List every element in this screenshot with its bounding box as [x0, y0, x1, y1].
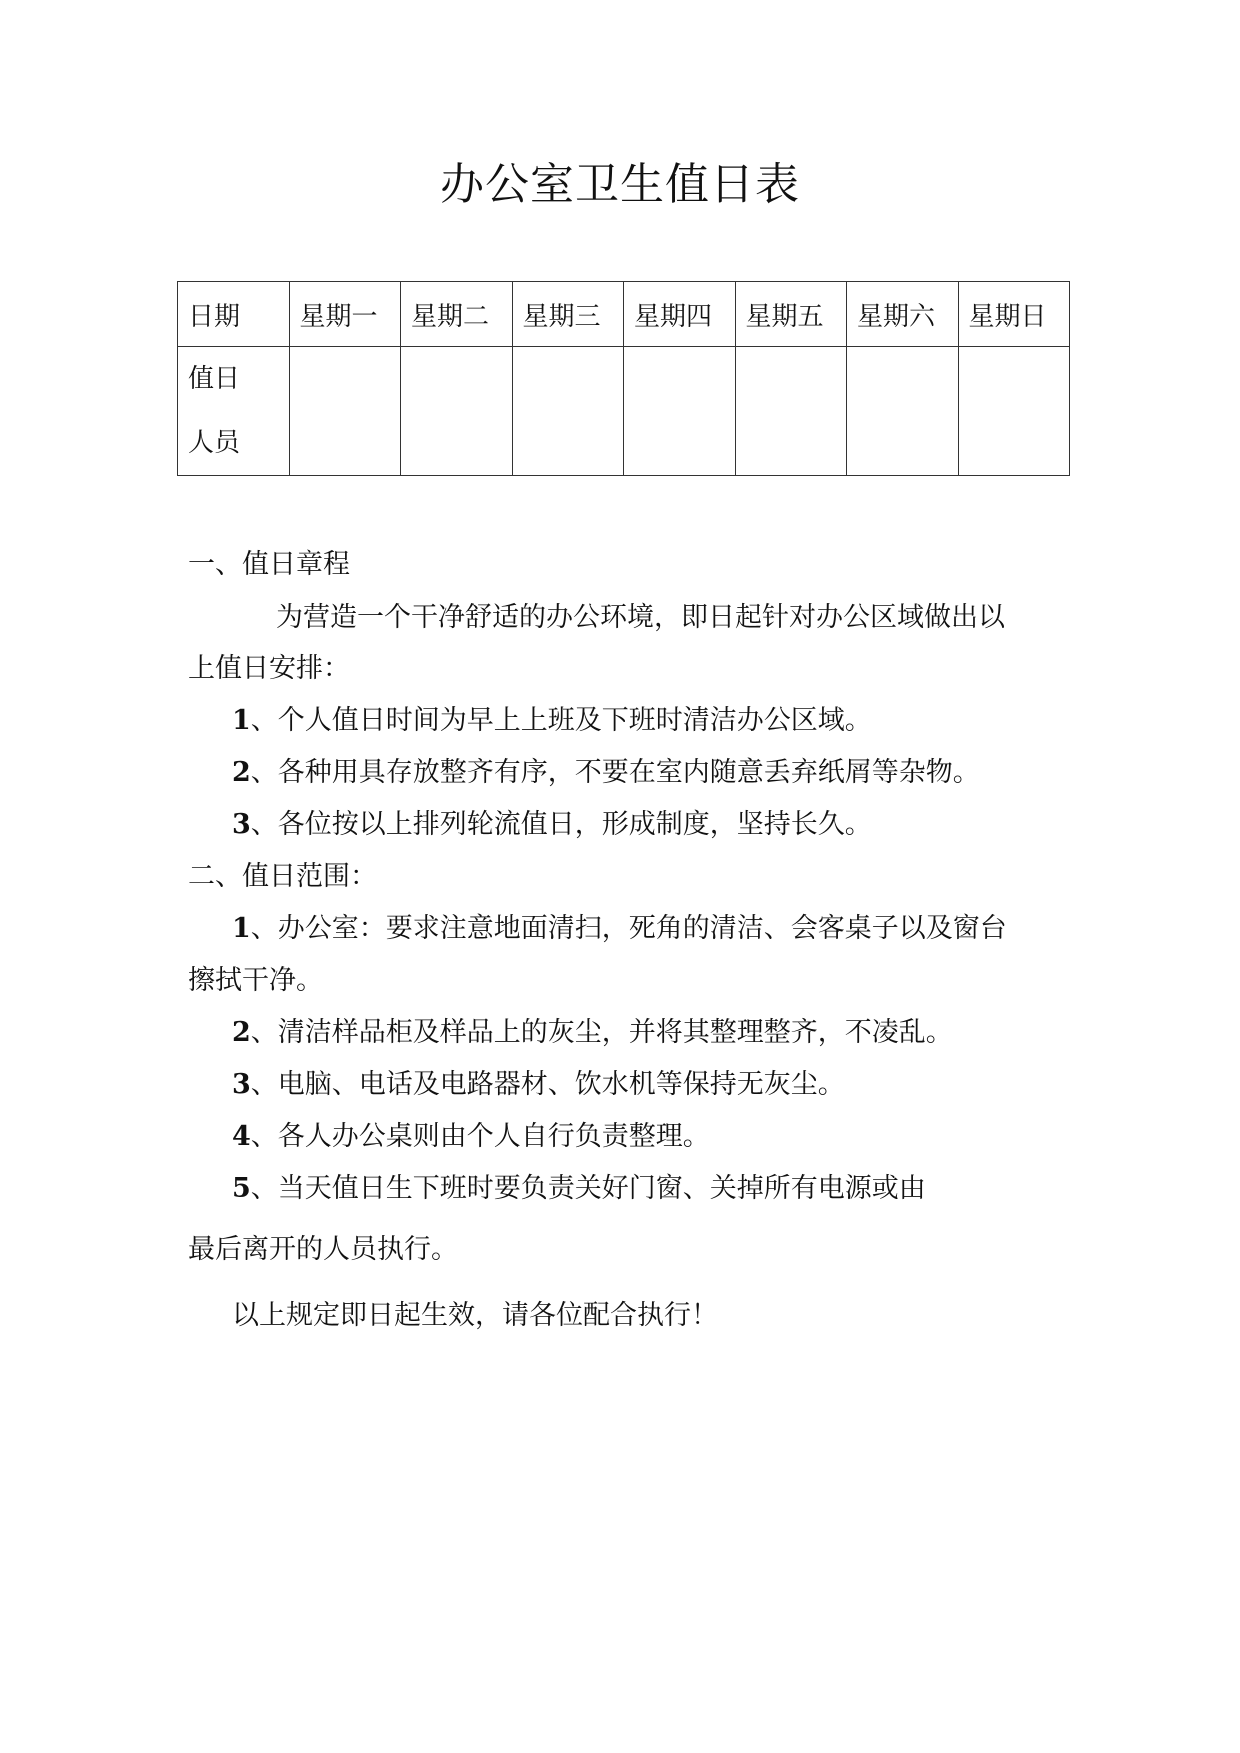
item-number: 2: [232, 1017, 251, 1048]
day-sunday-cell: 星期日: [958, 282, 1070, 347]
section2-item-5-line2: 最后离开的人员执行。: [188, 1234, 458, 1265]
section2-item-1-line2: 擦拭干净。: [188, 965, 323, 996]
section1-intro-line2: 上值日安排：: [188, 653, 350, 684]
item-text: 、各位按以上排列轮流值日，形成制度，坚持长久。: [250, 809, 872, 840]
section2-item-2: [232, 1015, 953, 1051]
section1-item-1: [232, 703, 872, 739]
item-number: 4: [232, 1121, 251, 1152]
duty-cell-tuesday[interactable]: [401, 347, 513, 476]
section1-item-2: [232, 755, 980, 791]
duty-cell-sunday[interactable]: [958, 347, 1070, 476]
table-header-row: [178, 282, 1070, 347]
section2-item-5-line1: [232, 1171, 926, 1207]
section1-intro-line1: 为营造一个干净舒适的办公环境，即日起针对办公区域做出以: [276, 602, 1005, 633]
duty-person-label-cell: [178, 347, 290, 476]
date-label-cell: 日期: [178, 282, 290, 347]
item-number: 2: [232, 757, 251, 788]
duty-cell-thursday[interactable]: [624, 347, 736, 476]
item-text: 、当天值日生下班时要负责关好门窗、关掉所有电源或由: [250, 1173, 926, 1204]
item-number: 5: [232, 1173, 251, 1204]
duty-label-line2: 人员: [188, 428, 241, 458]
day-thursday-cell: 星期四: [624, 282, 736, 347]
day-monday-cell: 星期一: [289, 282, 401, 347]
item-text: 、各种用具存放整齐有序，不要在室内随意丢弃纸屑等杂物。: [250, 757, 980, 788]
table-duty-row: [178, 347, 1070, 476]
day-friday-cell: 星期五: [735, 282, 847, 347]
duty-cell-monday[interactable]: [289, 347, 401, 476]
closing-statement: 以上规定即日起生效，请各位配合执行！: [232, 1300, 718, 1331]
day-wednesday-cell: 星期三: [512, 282, 624, 347]
day-saturday-cell: 星期六: [847, 282, 959, 347]
section2-item-4: [232, 1119, 710, 1155]
item-text: 、各人办公桌则由个人自行负责整理。: [250, 1121, 710, 1152]
day-tuesday-cell: 星期二: [401, 282, 513, 347]
duty-cell-friday[interactable]: [735, 347, 847, 476]
section2-item-1-line1: [232, 911, 1007, 947]
item-number: 3: [232, 1069, 251, 1100]
duty-schedule-table: [177, 281, 1070, 476]
section1-heading: 一、值日章程: [188, 549, 350, 580]
section2-heading: 二、值日范围：: [188, 861, 377, 892]
section1-item-3: [232, 807, 872, 843]
item-number: 1: [232, 705, 251, 736]
duty-label-line1: 值日: [188, 364, 241, 394]
item-text: 、个人值日时间为早上上班及下班时清洁办公区域。: [250, 705, 872, 736]
item-number: 3: [232, 809, 251, 840]
item-text: 、办公室：要求注意地面清扫，死角的清洁、会客桌子以及窗台: [250, 913, 1007, 944]
item-text: 、清洁样品柜及样品上的灰尘，并将其整理整齐，不凌乱。: [250, 1017, 953, 1048]
document-title: 办公室卫生值日表: [440, 159, 800, 210]
section2-item-3: [232, 1067, 845, 1103]
duty-cell-wednesday[interactable]: [512, 347, 624, 476]
item-number: 1: [232, 913, 251, 944]
duty-cell-saturday[interactable]: [847, 347, 959, 476]
item-text: 、电脑、电话及电路器材、饮水机等保持无灰尘。: [250, 1069, 845, 1100]
